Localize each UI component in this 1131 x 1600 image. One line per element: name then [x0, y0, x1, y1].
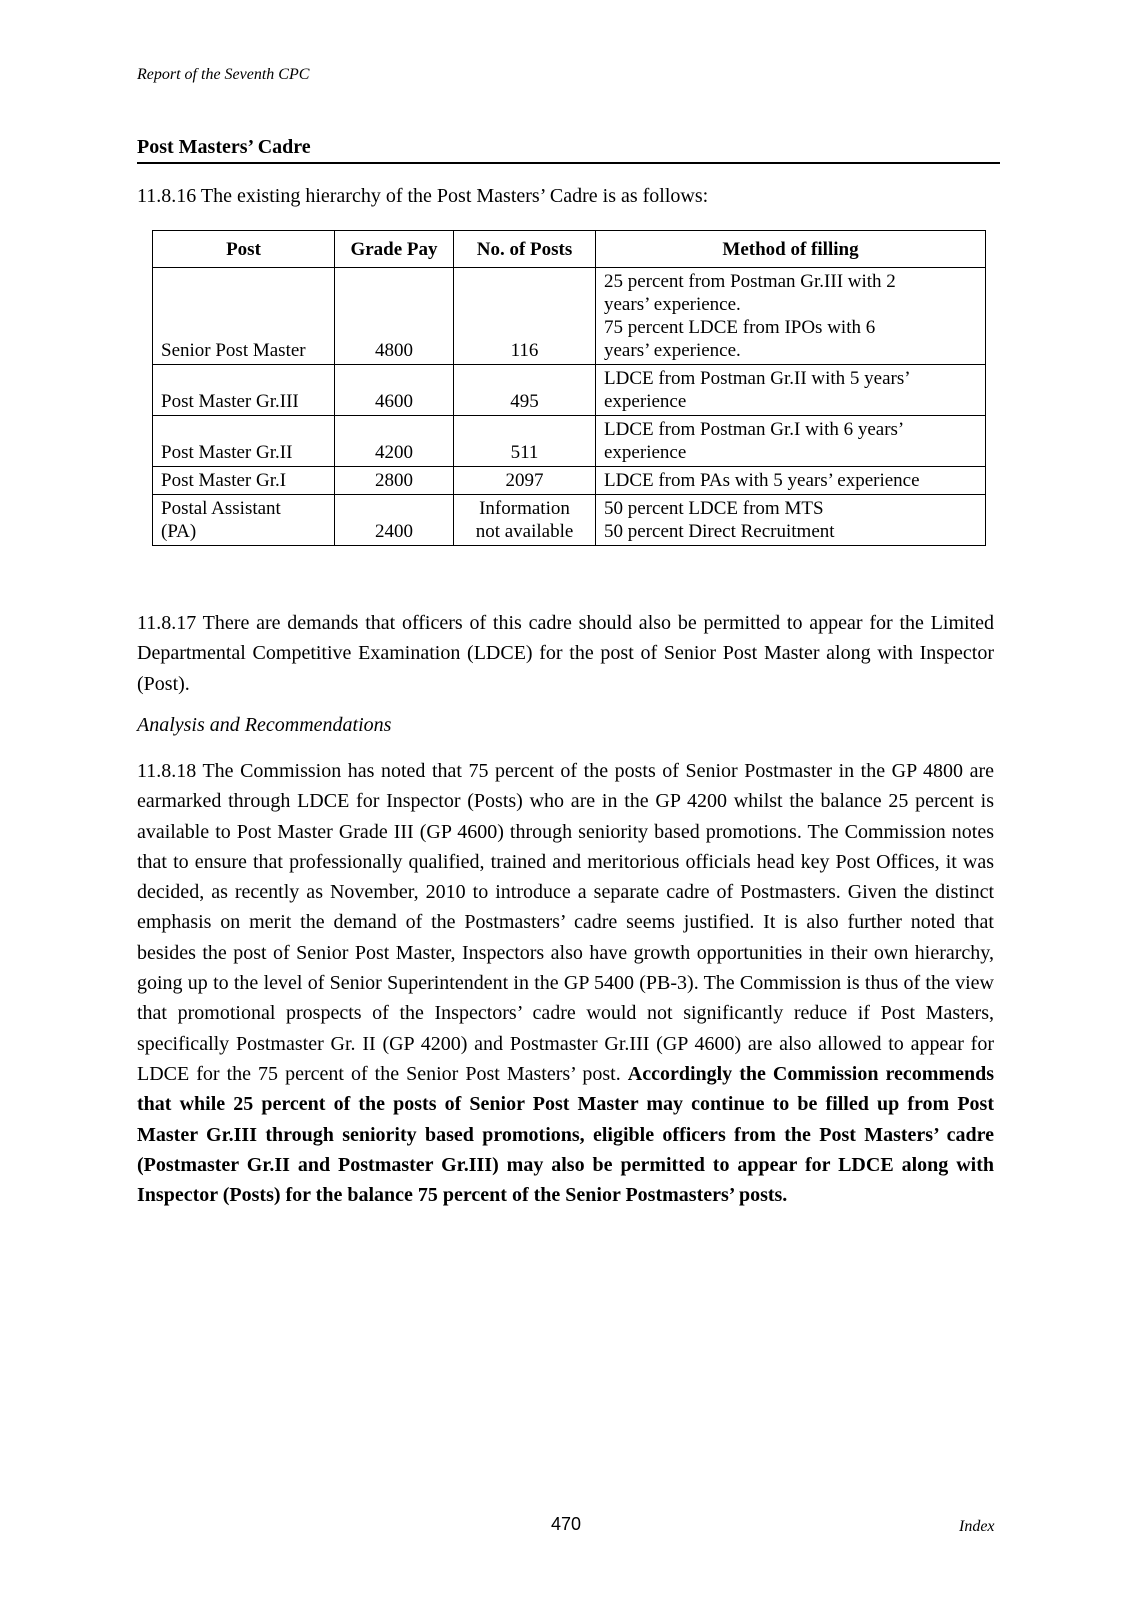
- column-header-post: Post: [153, 231, 335, 268]
- recommendation-text: Accordingly the Commission recommends that while 25 percent of the posts of Senior Post Master may continue to be filled up from Post Master Gr.III through seniority based promotions, eligible officers from the Post Masters’ cadre (Postmaster Gr.II and Postmaster Gr.III) may also be permitted to appear for LDCE along with Inspector (Posts) for the balance 75 percent of the Senior Postmasters’ posts.: [137, 1062, 994, 1207]
- cell-grade-pay: 2800: [335, 467, 454, 495]
- cell-no-of-posts: 116: [454, 268, 596, 365]
- column-header-method: Method of filling: [596, 231, 986, 268]
- cell-post: Post Master Gr.III: [153, 365, 335, 416]
- hierarchy-table: [152, 230, 986, 546]
- analysis-heading: Analysis and Recommendations: [137, 714, 392, 736]
- cell-post: [153, 495, 335, 546]
- running-header: Report of the Seventh CPC: [137, 66, 310, 83]
- cell-no-of-posts: 495: [454, 365, 596, 416]
- cell-method: [596, 365, 986, 416]
- cell-no-of-posts: 2097: [454, 467, 596, 495]
- method-line: 25 percent from Postman Gr.III with 2: [604, 271, 896, 292]
- column-header-grade-pay: Grade Pay: [335, 231, 454, 268]
- cell-method: [596, 467, 986, 495]
- table-row: [153, 416, 986, 467]
- cell-post: Senior Post Master: [153, 268, 335, 365]
- method-line: 50 percent LDCE from MTS: [604, 498, 824, 519]
- cell-method: [596, 268, 986, 365]
- cell-no-of-posts: 511: [454, 416, 596, 467]
- method-line: LDCE from PAs with 5 years’ experience: [604, 470, 920, 491]
- table-row: [153, 467, 986, 495]
- method-line: LDCE from Postman Gr.I with 6 years’: [604, 419, 905, 440]
- section-heading: Post Masters’ Cadre: [137, 136, 1000, 164]
- cell-post: Post Master Gr.II: [153, 416, 335, 467]
- method-line: 75 percent LDCE from IPOs with 6: [604, 317, 876, 338]
- cell-grade-pay: 4200: [335, 416, 454, 467]
- table-row: [153, 268, 986, 365]
- cell-grade-pay: 4800: [335, 268, 454, 365]
- cell-post: Post Master Gr.I: [153, 467, 335, 495]
- posts-line: not available: [475, 521, 574, 542]
- paragraph-11-8-18-text: 11.8.18 The Commission has noted that 75 percent of the posts of Senior Postmaster in the GP 4800 are earmarked through LDCE for Inspector (Posts) who are in the GP 4200 whilst the balance 25 percent is available to Post Master Grade III (GP 4600) through seniority based promotions. The Commission notes that to ensure that professionally qualified, trained and meritorious officials head key Post Offices, it was decided, as recently as November, 2010 to introduce a separate cadre of Postmasters. Given the distinct emphasis on merit the demand of the Postmasters’ cadre seems justified. It is also further noted that besides the post of Senior Post Master, Inspectors also have growth opportunities in their own hierarchy, going up to the level of Senior Superintendent in the GP 5400 (PB-3). The Commission is thus of the view that promotional prospects of the Inspectors’ cadre would not significantly reduce if Post Masters, specifically Postmaster Gr. II (GP 4200) and Postmaster Gr.III (GP 4600) are also allowed to appear for LDCE for the 75 percent of the Senior Post Masters’ post.: [137, 760, 994, 1085]
- method-line: LDCE from Postman Gr.II with 5 years’: [604, 368, 911, 389]
- method-line: 50 percent Direct Recruitment: [604, 521, 835, 542]
- method-line: experience: [604, 442, 687, 463]
- method-line: experience: [604, 391, 687, 412]
- cell-grade-pay: 4600: [335, 365, 454, 416]
- post-line: (PA): [161, 521, 197, 542]
- cell-grade-pay: 2400: [335, 495, 454, 546]
- cell-method: [596, 495, 986, 546]
- table-row: [153, 365, 986, 416]
- method-line: years’ experience.: [604, 340, 741, 361]
- column-header-no-of-posts: No. of Posts: [454, 231, 596, 268]
- page-number: 470: [551, 1514, 582, 1534]
- intro-paragraph: 11.8.16 The existing hierarchy of the Post Masters’ Cadre is as follows:: [137, 185, 709, 207]
- table-row: [153, 495, 986, 546]
- paragraph-11-8-17: 11.8.17 There are demands that officers of this cadre should also be permitted to appear for the Limited Departmental Competitive Examination (LDCE) for the post of Senior Post Master along with Inspector (Post).: [137, 612, 994, 695]
- index-link[interactable]: Index: [959, 1518, 995, 1535]
- table-header-row: [153, 231, 986, 268]
- cell-no-of-posts: [454, 495, 596, 546]
- post-line: Postal Assistant: [161, 498, 281, 519]
- paragraph-11-8-18: [137, 756, 994, 1210]
- method-line: years’ experience.: [604, 294, 741, 315]
- posts-line: Information: [479, 498, 570, 519]
- cell-method: [596, 416, 986, 467]
